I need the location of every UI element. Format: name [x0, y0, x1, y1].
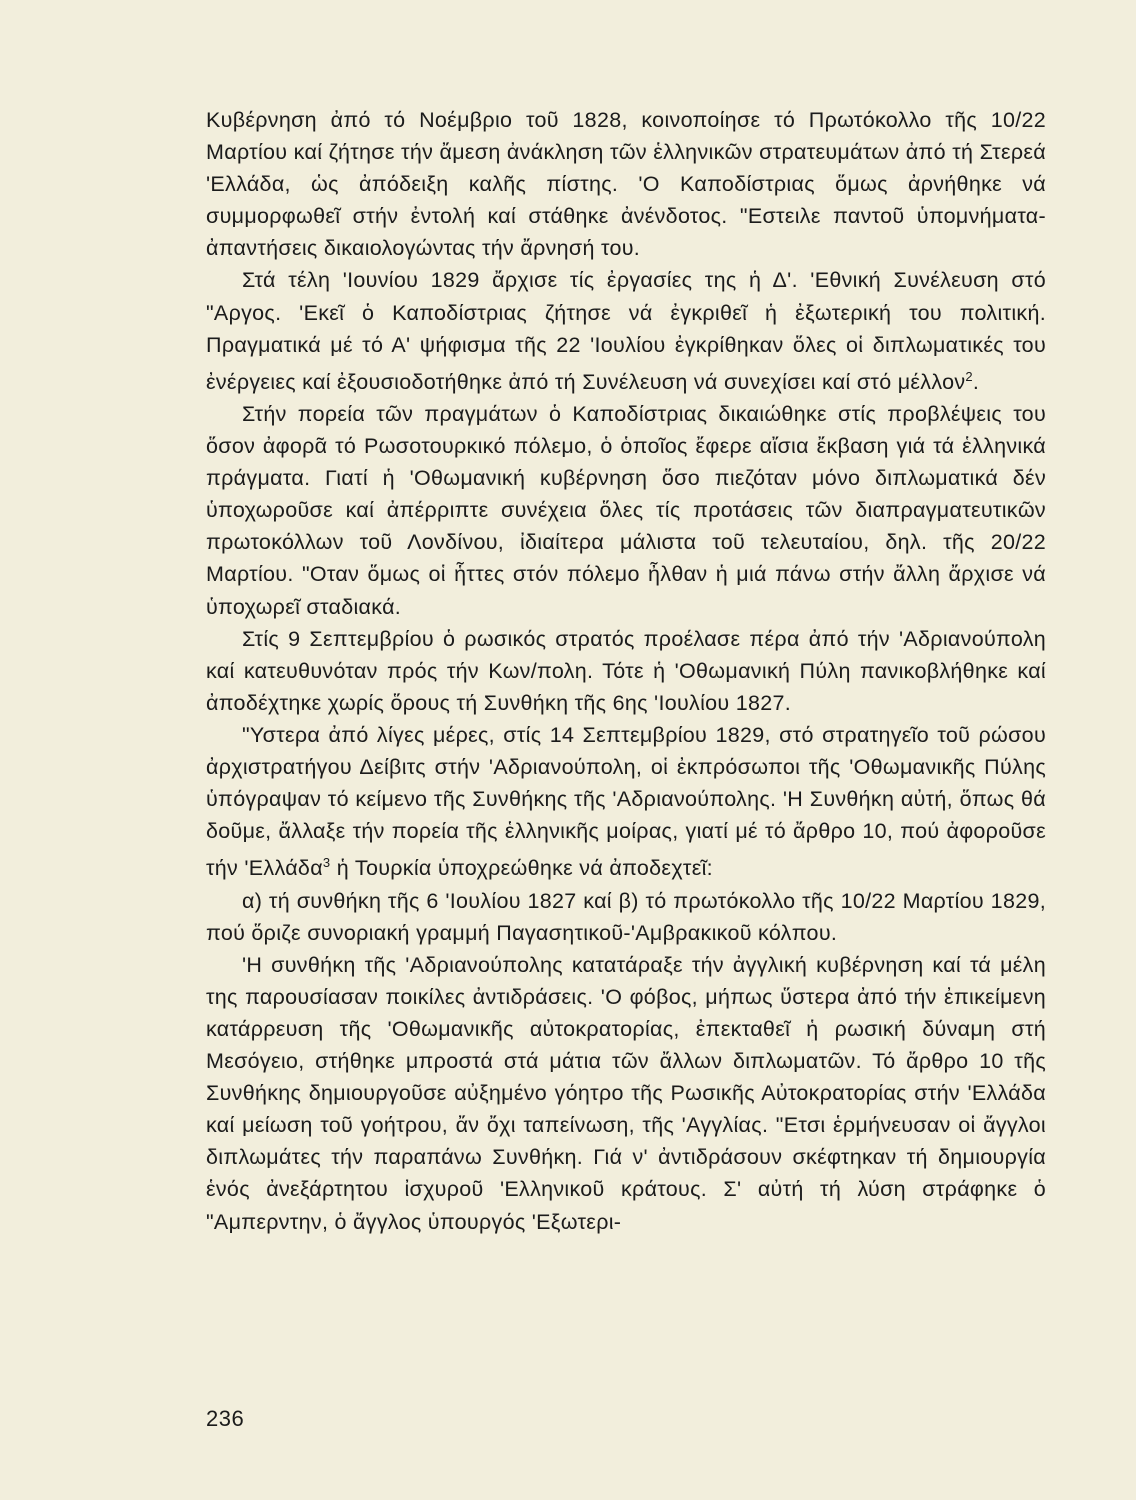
paragraph-4-text: Στίς 9 Σεπτεμβρίου ὁ ρωσικός στρατός προέλασε πέρα ἀπό τήν 'Αδριανούπολη καί κατευθυνόταν πρός τήν Κων/πολη. Τότε ἡ 'Οθωμανική Πύλη πανικοβλήθηκε καί ἀποδέχτηκε χωρίς ὅρους τή Συνθήκη τῆς 6ης 'Ιουλίου 1827.: [206, 626, 1046, 715]
paragraph-5: [206, 719, 1046, 885]
paragraph-6-text: α) τή συνθήκη τῆς 6 'Ιουλίου 1827 καί β) τό πρωτόκολλο τῆς 10/22 Μαρτίου 1829, πού ὅριζε συνοριακή γραμμή Παγασητικοῦ-'Αμβρακικοῦ κόλπου.: [206, 888, 1046, 945]
body-text: [206, 104, 1046, 1238]
paragraph-2-tail: .: [972, 369, 980, 394]
paragraph-5-text: ʺΥστερα ἀπό λίγες μέρες, στίς 14 Σεπτεμβρίου 1829, στό στρατηγεῖο τοῦ ρώσου ἀρχιστρατήγου Δείβιτς στήν 'Αδριανούπολη, οἱ ἐκπρόσωποι τῆς 'Οθωμανικῆς Πύλης ὑπόγραψαν τό κείμενο τῆς Συνθήκης τῆς 'Αδριανούπολης. 'Η Συνθήκη αὐτή, ὅπως θά δοῦμε, ἄλλαξε τήν πορεία τῆς ἑλληνικῆς μοίρας, γιατί μέ τό ἄρθρο 10, πού ἀφοροῦσε τήν 'Ελλάδα: [206, 722, 1046, 881]
paragraph-1-text: Κυβέρνηση ἀπό τό Νοέμβριο τοῦ 1828, κοινοποίησε τό Πρωτόκολλο τῆς 10/22 Μαρτίου καί ζήτησε τήν ἄμεση ἀνάκληση τῶν ἑλληνικῶν στρατευμάτων ἀπό τή Στερεά 'Ελλάδα, ὡς ἀπόδειξη καλῆς πίστης. 'Ο Καποδίστριας ὅμως ἀρνήθηκε νά συμμορφωθεῖ στήν ἐντολή καί στάθηκε ἀνένδοτος. ʺΕστειλε παντοῦ ὑπομνήματα-ἀπαντήσεις δικαιολογώντας τήν ἄρνησή του.: [206, 108, 1046, 261]
paragraph-3: [206, 398, 1046, 623]
paragraph-5-tail: ἡ Τουρκία ὑποχρεώθηκε νά ἀποδεχτεῖ:: [330, 856, 713, 881]
paragraph-1: [206, 104, 1046, 264]
paragraph-2: [206, 264, 1046, 398]
footnote-ref-3: 3: [322, 855, 331, 871]
paragraph-2-text: Στά τέλη 'Ιουνίου 1829 ἄρχισε τίς ἐργασίες της ἡ Δ'. 'Εθνική Συνέλευση στό ʺΑργος. 'Εκεῖ ὁ Καποδίστριας ζήτησε νά ἐγκριθεῖ ἡ ἐξωτερική του πολιτική. Πραγματικά μέ τό Α' ψήφισμα τῆς 22 'Ιουλίου ἐγκρίθηκαν ὅλες οἱ διπλωματικές του ἐνέργειες καί ἐξουσιοδοτήθηκε ἀπό τή Συνέλευση νά συνεχίσει καί στό μέλλον: [206, 268, 1046, 394]
footnote-ref-2: 2: [965, 368, 973, 384]
paragraph-6: [206, 885, 1046, 949]
paragraph-3-text: Στήν πορεία τῶν πραγμάτων ὁ Καποδίστριας δικαιώθηκε στίς προβλέψεις του ὅσον ἀφορᾶ τό Ρωσοτουρκικό πόλεμο, ὁ ὁποῖος ἔφερε αἴσια ἔκβαση γιά τά ἑλληνικά πράγματα. Γιατί ἡ 'Οθωμανική κυβέρνηση ὅσο πιεζόταν μόνο διπλωματικά δέν ὑποχωροῦσε καί ἀπέρριπτε συνέχεια ὅλες τίς προτάσεις τῶν διαπραγματευτικῶν πρωτοκόλλων τοῦ Λονδίνου, ἰδιαίτερα μάλιστα τοῦ τελευταίου, δηλ. τῆς 20/22 Μαρτίου. ʺΟταν ὅμως οἱ ἧττες στόν πόλεμο ἦλθαν ἡ μιά πάνω στήν ἄλλη ἄρχισε νά ὑποχωρεῖ σταδιακά.: [206, 402, 1046, 619]
paragraph-7-text: 'Η συνθήκη τῆς 'Αδριανούπολης κατατάραξε τήν ἀγγλική κυβέρνηση καί τά μέλη της παρουσίασαν ποικίλες ἀντιδράσεις. 'Ο φόβος, μήπως ὕστερα ἀπό τήν ἐπικείμενη κατάρρευση τῆς 'Οθωμανικῆς αὐτοκρατορίας, ἐπεκταθεῖ ἡ ρωσική δύναμη στή Μεσόγειο, στήθηκε μπροστά στά μάτια τῶν ἄλλων διπλωματῶν. Τό ἄρθρο 10 τῆς Συνθήκης δημιουργοῦσε αὐξημένο γόητρο τῆς Ρωσικῆς Αὐτοκρατορίας στήν 'Ελλάδα καί μείωση τοῦ γοήτρου, ἄν ὄχι ταπείνωση, τῆς 'Αγγλίας. ʺΕτσι ἑρμήνευσαν οἱ ἄγγλοι διπλωμάτες τήν παραπάνω Συνθήκη. Γιά ν' ἀντιδράσουν σκέφτηκαν τή δημιουργία ἑνός ἀνεξάρτητου ἰσχυροῦ 'Ελληνικοῦ κράτους. Σ' αὐτή τή λύση στράφηκε ὁ ʺΑμπερντην, ὁ ἄγγλος ὑπουργός 'Εξωτερι-: [206, 952, 1046, 1234]
page-number: 236: [206, 1406, 245, 1431]
paragraph-7: [206, 949, 1046, 1238]
paragraph-4: [206, 623, 1046, 719]
